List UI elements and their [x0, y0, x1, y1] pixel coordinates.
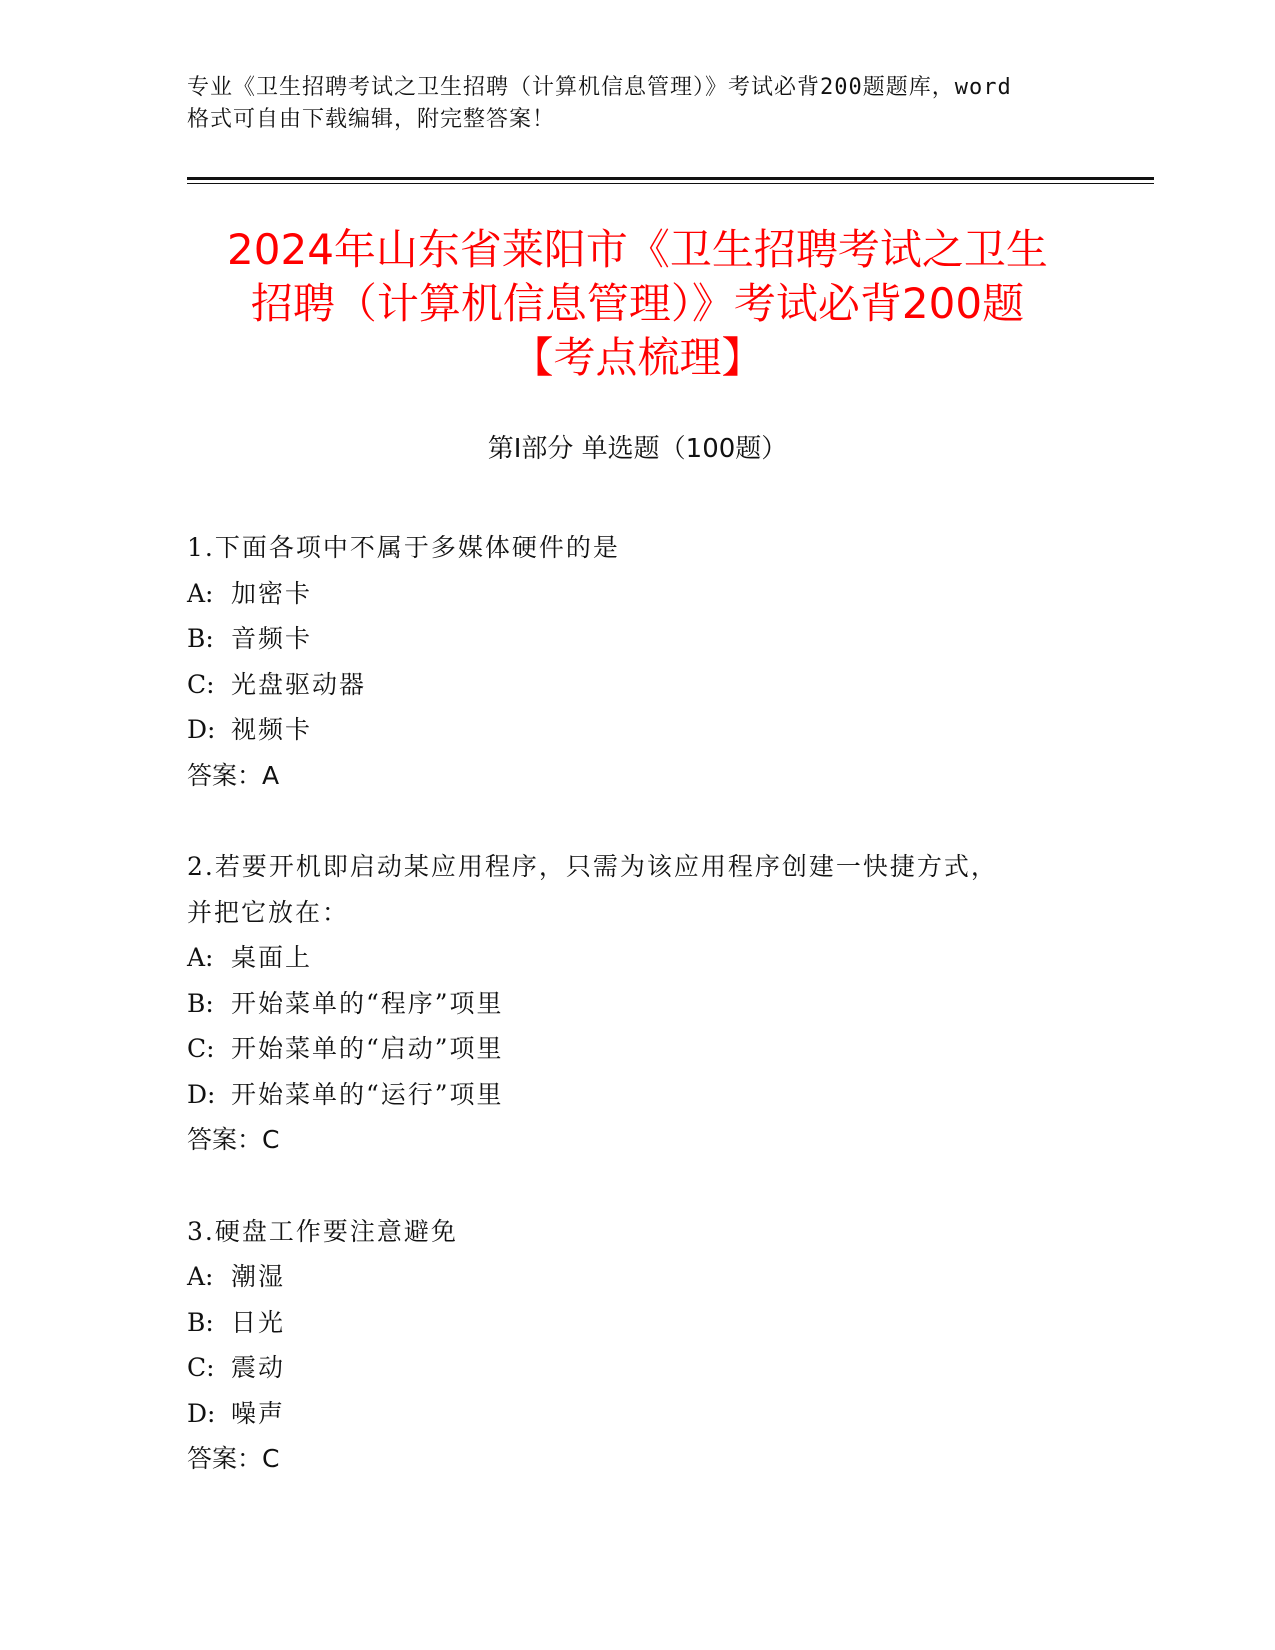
option-text: 潮湿 — [231, 1262, 286, 1291]
option-text: 光盘驱动器 — [231, 669, 367, 699]
option-d — [187, 1391, 1087, 1437]
question-list — [187, 525, 1087, 1528]
header-note — [187, 72, 1087, 136]
option-letter: B: — [187, 624, 214, 653]
option-text: 震动 — [231, 1353, 286, 1382]
option-letter: A: — [187, 578, 214, 608]
option-c — [187, 662, 1087, 708]
header-note-line-2: 格式可自由下载编辑，附完整答案！ — [187, 107, 556, 132]
question-stem-line-2: 并把它放在： — [187, 897, 350, 927]
option-letter: C: — [187, 1353, 215, 1382]
option-letter: A: — [187, 943, 214, 972]
option-b — [187, 616, 1087, 662]
option-c — [187, 1345, 1087, 1391]
document-title — [150, 223, 1125, 385]
option-text: 桌面上 — [231, 943, 313, 972]
option-a — [187, 1254, 1087, 1300]
option-text: 日光 — [231, 1307, 286, 1337]
question-3 — [187, 1209, 1087, 1482]
option-letter: C: — [187, 669, 215, 699]
question-stem-line-1: 2.若要开机即启动某应用程序，只需为该应用程序创建一快捷方式， — [187, 852, 998, 881]
option-text: 开始菜单的“运行”项里 — [231, 1079, 504, 1109]
option-letter: D: — [187, 715, 216, 744]
question-stem: 3.硬盘工作要注意避免 — [187, 1216, 458, 1246]
option-letter: C: — [187, 1034, 215, 1063]
option-a — [187, 571, 1087, 617]
question-stem: 1.下面各项中不属于多媒体硬件的是 — [187, 533, 620, 562]
option-letter: D: — [187, 1398, 216, 1428]
question-1 — [187, 525, 1087, 798]
section-title: 第Ⅰ部分 单选题（100题） — [487, 434, 788, 464]
option-d — [187, 1072, 1087, 1118]
option-text: 开始菜单的“启动”项里 — [231, 1034, 504, 1063]
document-title-line-2: 招聘（计算机信息管理）》考试必背200题 — [250, 279, 1025, 328]
answer-line: 答案：A — [187, 760, 280, 790]
option-text: 开始菜单的“程序”项里 — [231, 988, 504, 1018]
document-title-line-1: 2024年山东省莱阳市《卫生招聘考试之卫生 — [227, 225, 1048, 274]
option-a — [187, 935, 1087, 981]
answer-line: 答案：C — [187, 1444, 280, 1473]
option-letter: A: — [187, 1262, 214, 1291]
header-note-line-1: 专业《卫生招聘考试之卫生招聘（计算机信息管理）》考试必背200题题库，word — [187, 75, 1012, 100]
question-2 — [187, 844, 1087, 1163]
answer-line: 答案：C — [187, 1125, 280, 1154]
option-text: 噪声 — [231, 1398, 286, 1428]
document-title-line-3: 【考点梳理】 — [511, 333, 764, 382]
option-text: 音频卡 — [231, 624, 313, 653]
option-text: 加密卡 — [231, 578, 313, 608]
option-b — [187, 981, 1087, 1027]
option-d — [187, 707, 1087, 753]
header-divider-thick — [187, 177, 1154, 180]
option-b — [187, 1300, 1087, 1346]
option-text: 视频卡 — [231, 715, 313, 744]
option-letter: B: — [187, 1307, 214, 1337]
option-letter: B: — [187, 988, 214, 1018]
option-c — [187, 1026, 1087, 1072]
option-letter: D: — [187, 1079, 216, 1109]
header-divider-thin — [187, 183, 1154, 184]
